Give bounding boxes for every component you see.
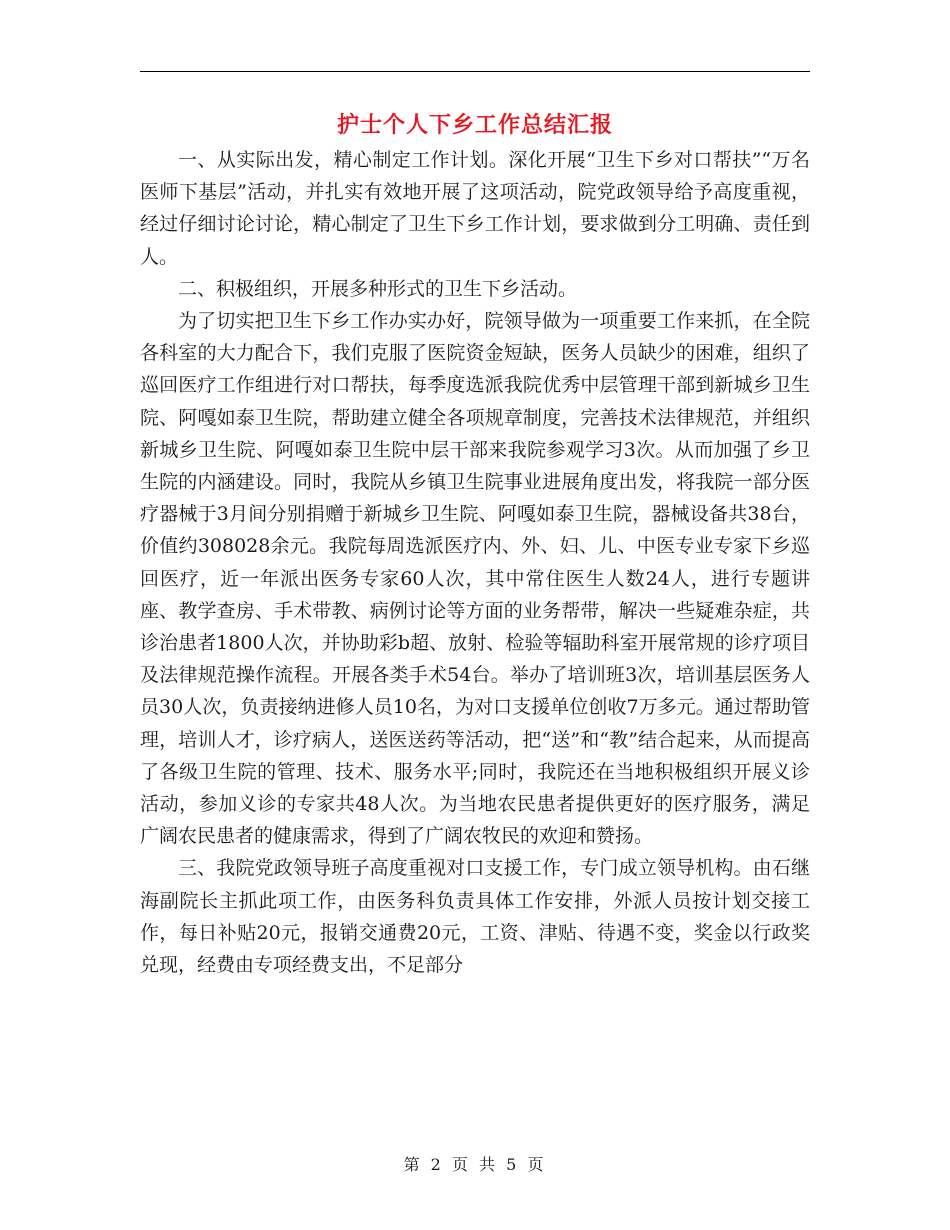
paragraph-4: 三、我院党政领导班子高度重视对口支援工作，专门成立领导机构。由石继海副院长主抓此项工作，由医务科负责具体工作安排，外派人员按计划交接工作，每日补贴20元，报销交通费20元，工资、津贴、待遇不变，奖金以行政奖兑现，经费由专项经费支出，不足部分 bbox=[140, 857, 810, 977]
document-body bbox=[140, 144, 810, 981]
paragraph-3: 为了切实把卫生下乡工作办实办好，院领导做为一项重要工作来抓，在全院各科室的大力配合下，我们克服了医院资金短缺，医务人员缺少的困难，组织了巡回医疗工作组进行对口帮扶，每季度选派我院优秀中层管理干部到新城乡卫生院、阿嘎如泰卫生院，帮助建立健全各项规章制度，完善技术法律规范，并组织新城乡卫生院、阿嘎如泰卫生院中层干部来我院参观学习3次。从而加强了乡卫生院的内涵建设。同时，我院从乡镇卫生院事业进展角度出发，将我院一部分医疗器械于3月间分别捐赠于新城乡卫生院、阿嘎如泰卫生院，器械设备共38台，价值约308028余元。我院每周选派医疗内、外、妇、儿、中医专业专家下乡巡回医疗，近一年派出医务专家60人次，其中常住医生人数24人，进行专题讲座、教学查房、手术带教、病例讨论等方面的业务帮带，解决一些疑难杂症，共诊治患者1800人次，并协助彩b超、放射、检验等辐助科室开展常规的诊疗项目及法律规范操作流程。开展各类手术54台。举办了培训班3次，培训基层医务人员30人次，负责接纳进修人员10名，为对口支援单位创收7万多元。通过帮助管理，培训人才，诊疗病人，送医送药等活动，把“送”和“教”结合起来，从而提高了各级卫生院的管理、技术、服务水平;同时，我院还在当地积极组织开展义诊活动，参加义诊的专家共48人次。为当地农民患者提供更好的医疗服务，满足广阔农民患者的健康需求，得到了广阔农牧民的欢迎和赞扬。 bbox=[140, 310, 810, 848]
document-title: 护士个人下乡工作总结汇报 bbox=[336, 112, 613, 138]
header-rule bbox=[140, 71, 810, 72]
page-footer: 第 2 页 共 5 页 bbox=[403, 1155, 547, 1174]
paragraph-2: 二、积极组织，开展多种形式的卫生下乡活动。 bbox=[178, 277, 578, 300]
paragraph-1: 一、从实际出发，精心制定工作计划。深化开展“卫生下乡对口帮扶”“万名医师下基层”活动，并扎实有效地开展了这项活动，院党政领导给予高度重视，经过仔细讨论讨论，精心制定了卫生下乡工作计划，要求做到分工明确、责任到人。 bbox=[140, 149, 810, 268]
